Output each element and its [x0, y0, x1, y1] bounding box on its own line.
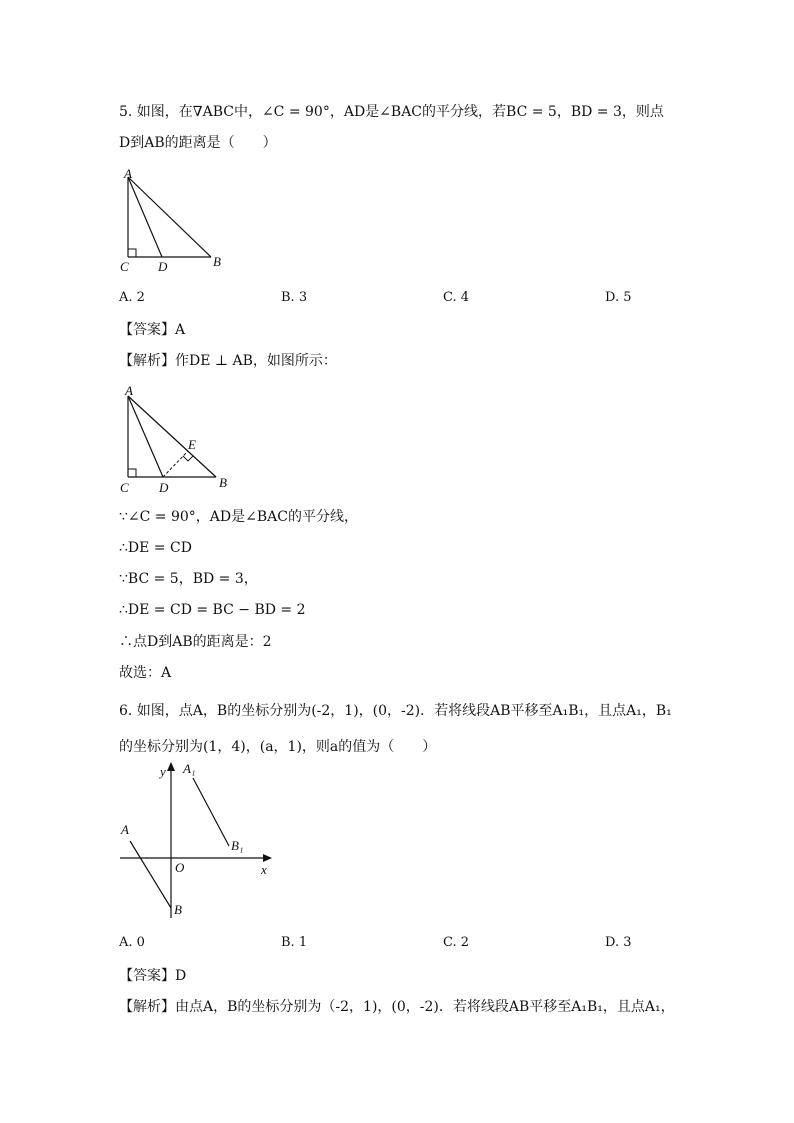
q5-option-d: D. 5 — [605, 290, 632, 305]
q5-stem-line2: D到AB的距离是（ ） — [119, 135, 277, 151]
q5-option-a: A. 2 — [119, 290, 145, 305]
q6-label-x: x — [261, 862, 267, 877]
q5-option-b: B. 3 — [281, 290, 308, 305]
q5-analysis-intro: 【解析】作DE ⊥ AB，如图所示： — [119, 353, 337, 369]
q5-label-c: C — [120, 259, 129, 274]
q5-solution-figure — [110, 380, 240, 498]
q6-label-a: A — [121, 822, 129, 837]
q6-option-d: D. 3 — [605, 935, 632, 950]
q5-solution-label-c: C — [120, 480, 129, 495]
q5-solution-label-e: E — [188, 437, 196, 452]
q6-stem-line2: 的坐标分别为(1，4)，(a，1)，则a的值为（ ） — [119, 739, 437, 755]
q5-answer: 【答案】A — [119, 322, 186, 338]
q6-answer: 【答案】D — [119, 968, 187, 984]
q5-step-2: ∴DE = CD — [119, 540, 192, 556]
q6-option-a: A. 0 — [119, 935, 145, 950]
q6-label-b: B — [174, 902, 182, 917]
q5-step-3: ∵BC = 5，BD = 3， — [119, 571, 258, 587]
q6-option-b: B. 1 — [281, 935, 308, 950]
q5-step-6: 故选：A — [119, 665, 172, 681]
q5-step-1: ∵∠C = 90°，AD是∠BAC的平分线， — [119, 509, 358, 525]
q5-solution-label-d: D — [159, 480, 169, 495]
q5-option-c: C. 4 — [443, 290, 470, 305]
q5-label-a: A — [124, 166, 132, 181]
q5-step-5: ∴点D到AB的距离是：2 — [119, 634, 272, 650]
q5-label-d: D — [158, 259, 168, 274]
q6-stem-line1: 6. 如图，点A，B的坐标分别为(-2，1)，(0，-2)．若将线段AB平移至A₁B₁，且点A₁，B₁ — [119, 703, 672, 719]
q6-label-y: y — [160, 764, 166, 779]
q6-option-c: C. 2 — [443, 935, 470, 950]
q5-solution-label-b: B — [219, 475, 227, 490]
q5-triangle-figure — [110, 165, 235, 280]
q5-label-b: B — [213, 254, 221, 269]
q5-stem-line1: 5. 如图，在∇ABC中，∠C = 90°，AD是∠BAC的平分线，若BC = 5，BD = 3，则点 — [119, 104, 664, 120]
q5-solution-label-a: A — [125, 383, 133, 398]
q6-label-a1: A₁ — [183, 761, 196, 776]
q6-label-b1: B₁ — [231, 838, 244, 853]
q5-step-4: ∴DE = CD = BC − BD = 2 — [119, 602, 306, 618]
q6-analysis: 【解析】由点A，B的坐标分别为（-2，1)，(0，-2)．若将线段AB平移至A₁B₁，且点A₁， — [119, 999, 675, 1015]
q6-coordinate-figure — [110, 758, 280, 928]
q6-label-o: O — [175, 860, 185, 875]
